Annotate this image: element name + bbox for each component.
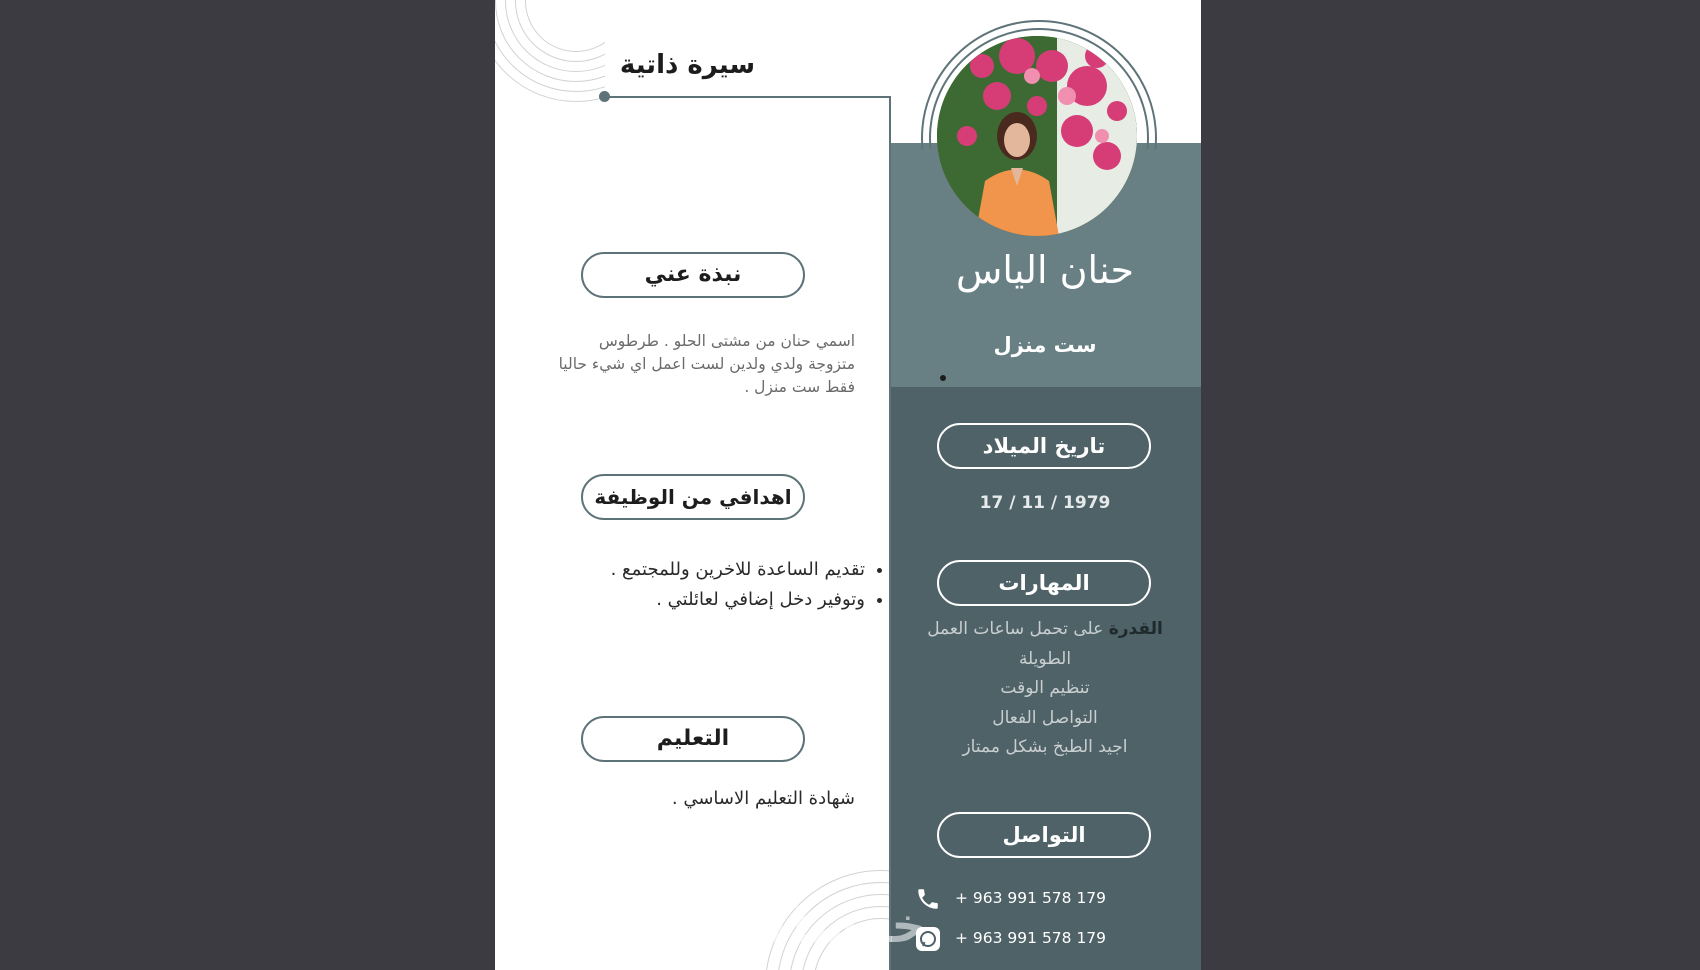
skill-item: اجيد الطبخ بشكل ممتاز [962,737,1128,757]
watermark: خمسات [744,898,926,954]
decorative-arcs-top [495,0,605,115]
profile-name: حنان الياس [955,248,1135,292]
skill-text: على تحمل ساعات العمل [927,619,1109,639]
profile-photo [937,36,1137,236]
cv-title: سيرة ذاتية [619,50,756,80]
skills-heading: المهارات [937,560,1151,606]
bullet-dot [940,375,946,381]
skill-item [889,615,1201,645]
about-heading: نبذة عني [581,252,805,298]
skills-list [889,615,1201,763]
birth-heading: تاريخ الميلاد [937,423,1151,469]
contact-phone-row [915,886,1115,912]
skill-item: الطويلة [1018,648,1072,669]
whatsapp-number: + 963 991 578 179 [955,929,1107,947]
cv-page [495,0,1201,970]
about-text [515,330,855,399]
education-text: شهادة التعليم الاساسي . [671,788,855,809]
about-line: فقط ست منزل . [744,378,855,396]
list-item: • وتوفير دخل إضافي لعائلتي . [525,585,865,615]
connector-line-h [605,96,891,98]
skill-emphasis: القدرة [1108,619,1163,639]
goals-heading: اهدافي من الوظيفة [581,474,805,520]
connector-line-v [889,96,891,970]
education-heading: التعليم [581,716,805,762]
profile-role: ست منزل [993,333,1097,357]
about-line: اسمي حنان من مشتى الحلو . طرطوس [598,332,855,350]
goals-list [525,555,887,615]
skill-item: تنظيم الوقت [1000,678,1090,698]
contact-whatsapp-row [915,926,1115,952]
list-item: • تقديم الساعدة للاخرين وللمجتمع . [525,555,865,585]
about-line: متزوجة ولدي ولدين لست اعمل اي شيء حاليا [558,355,855,373]
birth-date: 17 / 11 / 1979 [979,493,1111,513]
skill-item: التواصل الفعال [992,707,1098,728]
contact-heading: التواصل [937,812,1151,858]
phone-number: + 963 991 578 179 [955,889,1107,907]
